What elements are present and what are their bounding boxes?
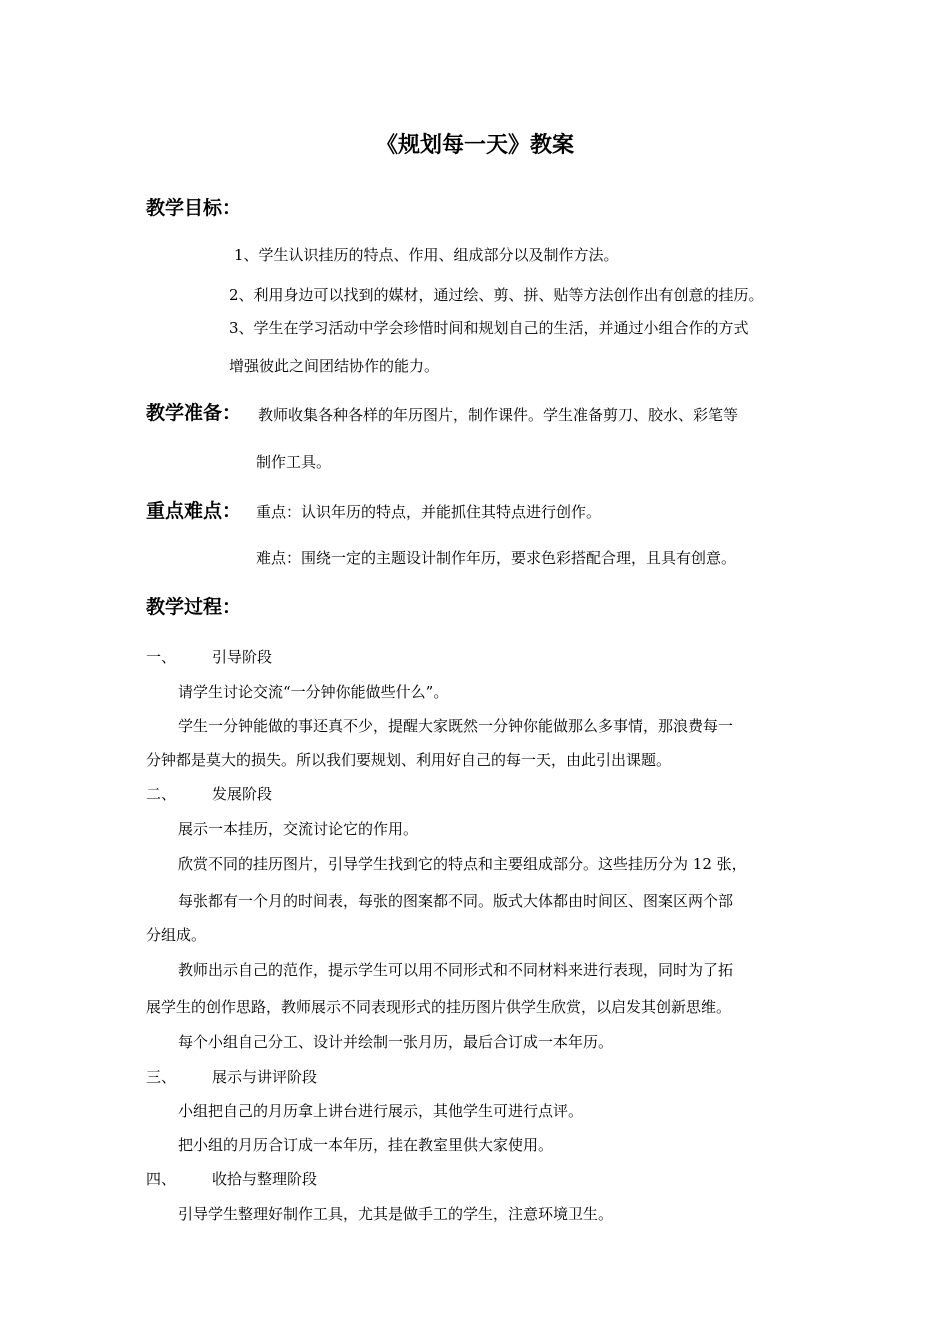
process-line: 分钟都是莫大的损失。所以我们要规划、利用好自己的每一天，由此引出课题。 xyxy=(146,751,672,769)
process-line: 引导学生整理好制作工具，尤其是做手工的学生，注意环境卫生。 xyxy=(178,1205,614,1223)
preparation-text: 教师收集各种各样的年历图片，制作课件。学生准备剪刀、胶水、彩笔等 xyxy=(258,406,739,424)
process-line: 分组成。 xyxy=(146,926,207,944)
objectives-heading: 教学目标： xyxy=(146,197,242,219)
process-line: 学生一分钟能做的事还真不少，提醒大家既然一分钟你能做那么多事情，那浪费每一 xyxy=(178,717,734,735)
stage-name: 引导阶段 xyxy=(212,648,273,666)
process-heading: 教学过程： xyxy=(146,596,242,618)
process-line: 展学生的创作思路，教师展示不同表现形式的挂历图片供学生欣赏，以启发其创新思维。 xyxy=(146,998,732,1016)
objective-item: 增强彼此之间团结协作的能力。 xyxy=(229,357,440,375)
difficulty-point: 难点：围绕一定的主题设计制作年历，要求色彩搭配合理，且具有创意。 xyxy=(256,549,737,567)
process-line: 把小组的月历合订成一本年历，挂在教室里供大家使用。 xyxy=(178,1136,554,1154)
process-line: 展示一本挂历，交流讨论它的作用。 xyxy=(178,820,419,838)
process-line: 每个小组自己分工、设计并绘制一张月历，最后合订成一本年历。 xyxy=(178,1033,614,1051)
key-points-heading: 重点难点： xyxy=(146,500,242,522)
stage-name: 展示与讲评阶段 xyxy=(212,1068,318,1086)
process-line: 请学生讨论交流“一分钟你能做些什么”。 xyxy=(178,683,449,701)
objective-item: 2、利用身边可以找到的媒材，通过绘、剪、拼、贴等方法创作出有创意的挂历。 xyxy=(229,286,764,304)
focus-point: 重点：认识年历的特点，并能抓住其特点进行创作。 xyxy=(256,503,602,521)
page-title: 《规划每一天》教案 xyxy=(375,133,574,158)
stage-name: 发展阶段 xyxy=(212,785,273,803)
process-line: 小组把自己的月历拿上讲台进行展示，其他学生可进行点评。 xyxy=(178,1102,584,1120)
process-line: 教师出示自己的范作，提示学生可以用不同形式和不同材料来进行表现，同时为了拓 xyxy=(178,961,734,979)
objective-item: 3、学生在学习活动中学会珍惜时间和规划自己的生活，并通过小组合作的方式 xyxy=(229,319,749,337)
preparation-heading: 教学准备： xyxy=(146,402,242,424)
preparation-text: 制作工具。 xyxy=(256,453,332,471)
stage-number: 三、 xyxy=(146,1068,177,1086)
process-line: 欣赏不同的挂历图片，引导学生找到它的特点和主要组成部分。这些挂历分为 12 张， xyxy=(178,855,747,873)
objective-item: 1、学生认识挂历的特点、作用、组成部分以及制作方法。 xyxy=(234,246,619,264)
stage-number: 四、 xyxy=(146,1170,177,1188)
stage-number: 二、 xyxy=(146,785,177,803)
stage-number: 一、 xyxy=(146,648,177,666)
stage-name: 收拾与整理阶段 xyxy=(212,1170,318,1188)
process-line: 每张都有一个月的时间表，每张的图案都不同。版式大体都由时间区、图案区两个部 xyxy=(178,892,734,910)
